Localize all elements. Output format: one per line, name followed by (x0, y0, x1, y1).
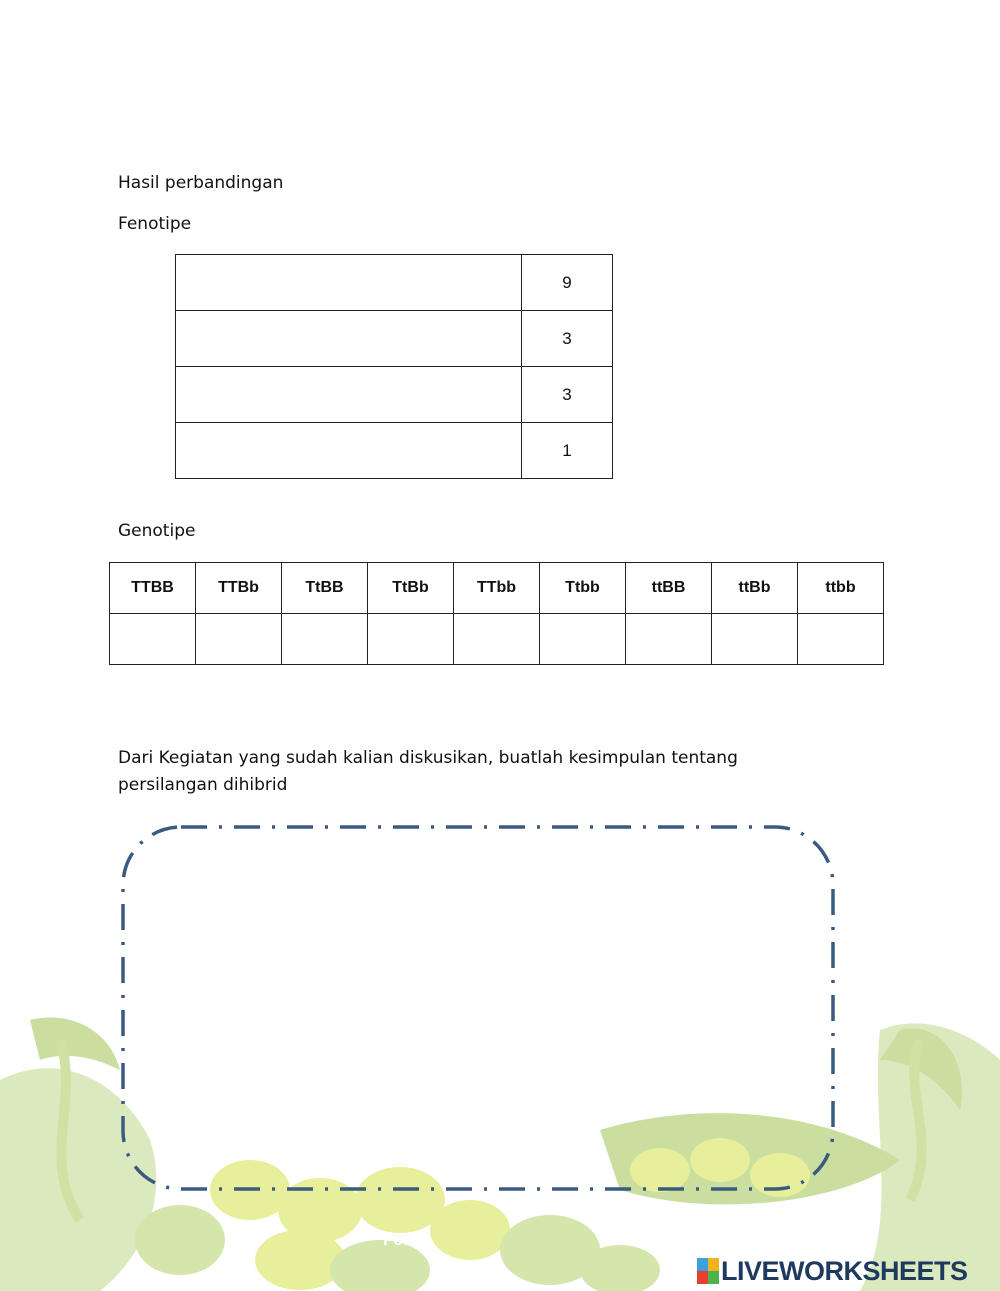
genotype-table (109, 562, 884, 665)
conclusion-answer-box[interactable] (110, 815, 850, 1205)
table-row (176, 423, 613, 479)
genotype-answer-cell[interactable] (540, 614, 626, 665)
genotype-header-cell: TtBb (368, 563, 454, 614)
genotype-answer-cell[interactable] (712, 614, 798, 665)
phenotype-answer-cell[interactable] (176, 423, 522, 479)
liveworksheets-logo-icon (697, 1258, 719, 1284)
genotype-header-cell: Ttbb (540, 563, 626, 614)
phenotype-table (175, 254, 613, 479)
genotype-answer-cell[interactable] (798, 614, 884, 665)
background-fenn-text: Fenn (383, 1230, 424, 1249)
genotype-answer-cell[interactable] (368, 614, 454, 665)
genotype-answer-cell[interactable] (110, 614, 196, 665)
genotype-answer-cell[interactable] (626, 614, 712, 665)
phenotype-answer-cell[interactable] (176, 255, 522, 311)
table-row (110, 614, 884, 665)
genotype-header-cell: TtBB (282, 563, 368, 614)
phenotype-ratio-cell: 9 (522, 255, 613, 311)
phenotype-answer-cell[interactable] (176, 311, 522, 367)
table-header-row (110, 563, 884, 614)
liveworksheets-logo (697, 1257, 968, 1285)
genotype-header-cell: TTBb (196, 563, 282, 614)
genotype-answer-cell[interactable] (282, 614, 368, 665)
brand-wordmark: LIVEWORKSHEETS (721, 1255, 968, 1286)
table-row (176, 255, 613, 311)
phenotype-ratio-cell: 3 (522, 311, 613, 367)
phenotype-ratio-cell: 3 (522, 367, 613, 423)
phenotype-ratio-cell: 1 (522, 423, 613, 479)
genotype-header-cell: TTbb (454, 563, 540, 614)
table-row (176, 367, 613, 423)
result-comparison-heading: Hasil perbandingan (118, 173, 284, 193)
genotype-header-cell: TTBB (110, 563, 196, 614)
genotype-heading: Genotipe (118, 521, 196, 541)
genotype-answer-cell[interactable] (454, 614, 540, 665)
phenotype-heading: Fenotipe (118, 214, 192, 234)
genotype-header-cell: ttbb (798, 563, 884, 614)
genotype-header-cell: ttBb (712, 563, 798, 614)
genotype-header-cell: ttBB (626, 563, 712, 614)
genotype-answer-cell[interactable] (196, 614, 282, 665)
table-row (176, 311, 613, 367)
phenotype-answer-cell[interactable] (176, 367, 522, 423)
conclusion-prompt: Dari Kegiatan yang sudah kalian diskusikan, buatlah kesimpulan tentang persilangan dihibrid (118, 748, 738, 795)
